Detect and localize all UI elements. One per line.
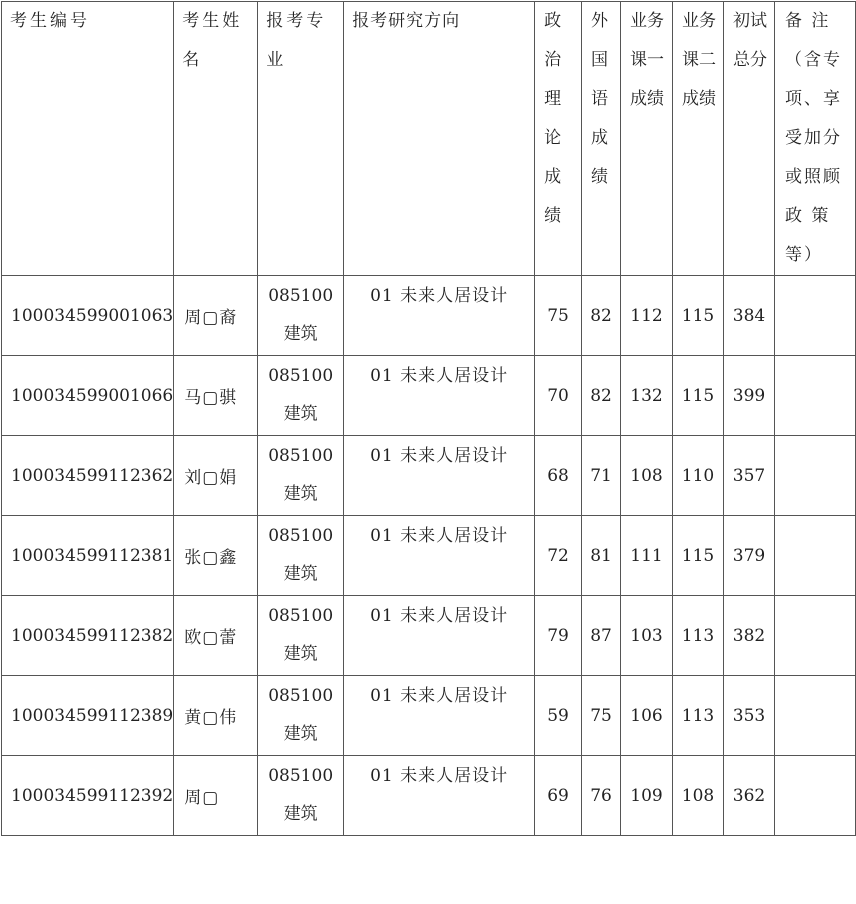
cell-direction: 01 未来人居设计 (344, 676, 535, 756)
cell-name: 黄▢伟 (174, 676, 258, 756)
cell-direction: 01 未来人居设计 (344, 276, 535, 356)
cell-subject1: 109 (621, 756, 673, 836)
cell-name: 刘▢娟 (174, 436, 258, 516)
cell-note (774, 596, 855, 676)
major-code: 085100 (268, 606, 334, 626)
cell-id: 100034599001066 (2, 356, 174, 436)
table-row (2, 596, 856, 676)
major-code: 085100 (268, 286, 334, 306)
major-code: 085100 (268, 686, 334, 706)
cell-note (774, 276, 855, 356)
header-row (2, 2, 856, 276)
major-code: 085100 (268, 766, 334, 786)
major-code: 085100 (268, 366, 334, 386)
cell-foreign-lang: 82 (582, 276, 621, 356)
header-subject1: 业务课一成绩 (621, 2, 673, 276)
cell-id: 100034599001063 (2, 276, 174, 356)
cell-politics: 75 (535, 276, 582, 356)
cell-major (258, 516, 344, 596)
cell-id: 100034599112381 (2, 516, 174, 596)
cell-total: 357 (724, 436, 775, 516)
table-row (2, 756, 856, 836)
header-subject2: 业务课二成绩 (673, 2, 724, 276)
table-body (2, 276, 856, 836)
major-code: 085100 (268, 446, 334, 466)
cell-major (258, 356, 344, 436)
cell-foreign-lang: 87 (582, 596, 621, 676)
cell-subject2: 115 (673, 516, 724, 596)
major-name: 建筑 (283, 484, 318, 504)
cell-foreign-lang: 76 (582, 756, 621, 836)
major-name: 建筑 (283, 724, 318, 744)
table-row (2, 516, 856, 596)
cell-major (258, 276, 344, 356)
major-code: 085100 (268, 526, 334, 546)
cell-subject1: 103 (621, 596, 673, 676)
cell-total: 399 (724, 356, 775, 436)
table-row (2, 436, 856, 516)
cell-id: 100034599112389 (2, 676, 174, 756)
table-row (2, 676, 856, 756)
cell-subject1: 111 (621, 516, 673, 596)
header-total: 初试总分 (724, 2, 775, 276)
cell-foreign-lang: 71 (582, 436, 621, 516)
cell-direction: 01 未来人居设计 (344, 516, 535, 596)
cell-subject2: 115 (673, 356, 724, 436)
cell-subject1: 112 (621, 276, 673, 356)
cell-note (774, 676, 855, 756)
cell-direction: 01 未来人居设计 (344, 756, 535, 836)
cell-major (258, 436, 344, 516)
cell-subject2: 110 (673, 436, 724, 516)
cell-subject1: 132 (621, 356, 673, 436)
score-table (1, 1, 856, 836)
cell-note (774, 436, 855, 516)
major-name: 建筑 (283, 324, 318, 344)
cell-direction: 01 未来人居设计 (344, 436, 535, 516)
header-politics: 政治理论成绩 (535, 2, 582, 276)
cell-politics: 72 (535, 516, 582, 596)
cell-politics: 68 (535, 436, 582, 516)
cell-foreign-lang: 81 (582, 516, 621, 596)
cell-total: 362 (724, 756, 775, 836)
cell-subject1: 106 (621, 676, 673, 756)
cell-name: 周▢裔 (174, 276, 258, 356)
cell-note (774, 516, 855, 596)
cell-total: 379 (724, 516, 775, 596)
cell-total: 353 (724, 676, 775, 756)
header-note: 备 注（含专项、享受加分或照顾政 策 等） (774, 2, 855, 276)
cell-total: 382 (724, 596, 775, 676)
cell-politics: 69 (535, 756, 582, 836)
header-id: 考生编号 (2, 2, 174, 276)
cell-politics: 70 (535, 356, 582, 436)
header-foreign-lang: 外国语成绩 (582, 2, 621, 276)
cell-subject2: 115 (673, 276, 724, 356)
cell-subject1: 108 (621, 436, 673, 516)
cell-major (258, 676, 344, 756)
cell-name: 马▢骐 (174, 356, 258, 436)
cell-foreign-lang: 75 (582, 676, 621, 756)
cell-name: 周▢ (174, 756, 258, 836)
cell-id: 100034599112382 (2, 596, 174, 676)
cell-direction: 01 未来人居设计 (344, 356, 535, 436)
table-row (2, 276, 856, 356)
header-name: 考生姓名 (174, 2, 258, 276)
major-name: 建筑 (283, 564, 318, 584)
header-direction: 报考研究方向 (344, 2, 535, 276)
cell-name: 欧▢蕾 (174, 596, 258, 676)
major-name: 建筑 (283, 404, 318, 424)
cell-id: 100034599112392 (2, 756, 174, 836)
cell-subject2: 113 (673, 596, 724, 676)
cell-subject2: 108 (673, 756, 724, 836)
major-name: 建筑 (283, 804, 318, 824)
table-row (2, 356, 856, 436)
cell-foreign-lang: 82 (582, 356, 621, 436)
cell-total: 384 (724, 276, 775, 356)
major-name: 建筑 (283, 644, 318, 664)
cell-name: 张▢鑫 (174, 516, 258, 596)
cell-id: 100034599112362 (2, 436, 174, 516)
cell-major (258, 596, 344, 676)
cell-note (774, 356, 855, 436)
cell-major (258, 756, 344, 836)
header-major: 报考专业 (258, 2, 344, 276)
cell-direction: 01 未来人居设计 (344, 596, 535, 676)
cell-politics: 59 (535, 676, 582, 756)
cell-politics: 79 (535, 596, 582, 676)
cell-subject2: 113 (673, 676, 724, 756)
cell-note (774, 756, 855, 836)
